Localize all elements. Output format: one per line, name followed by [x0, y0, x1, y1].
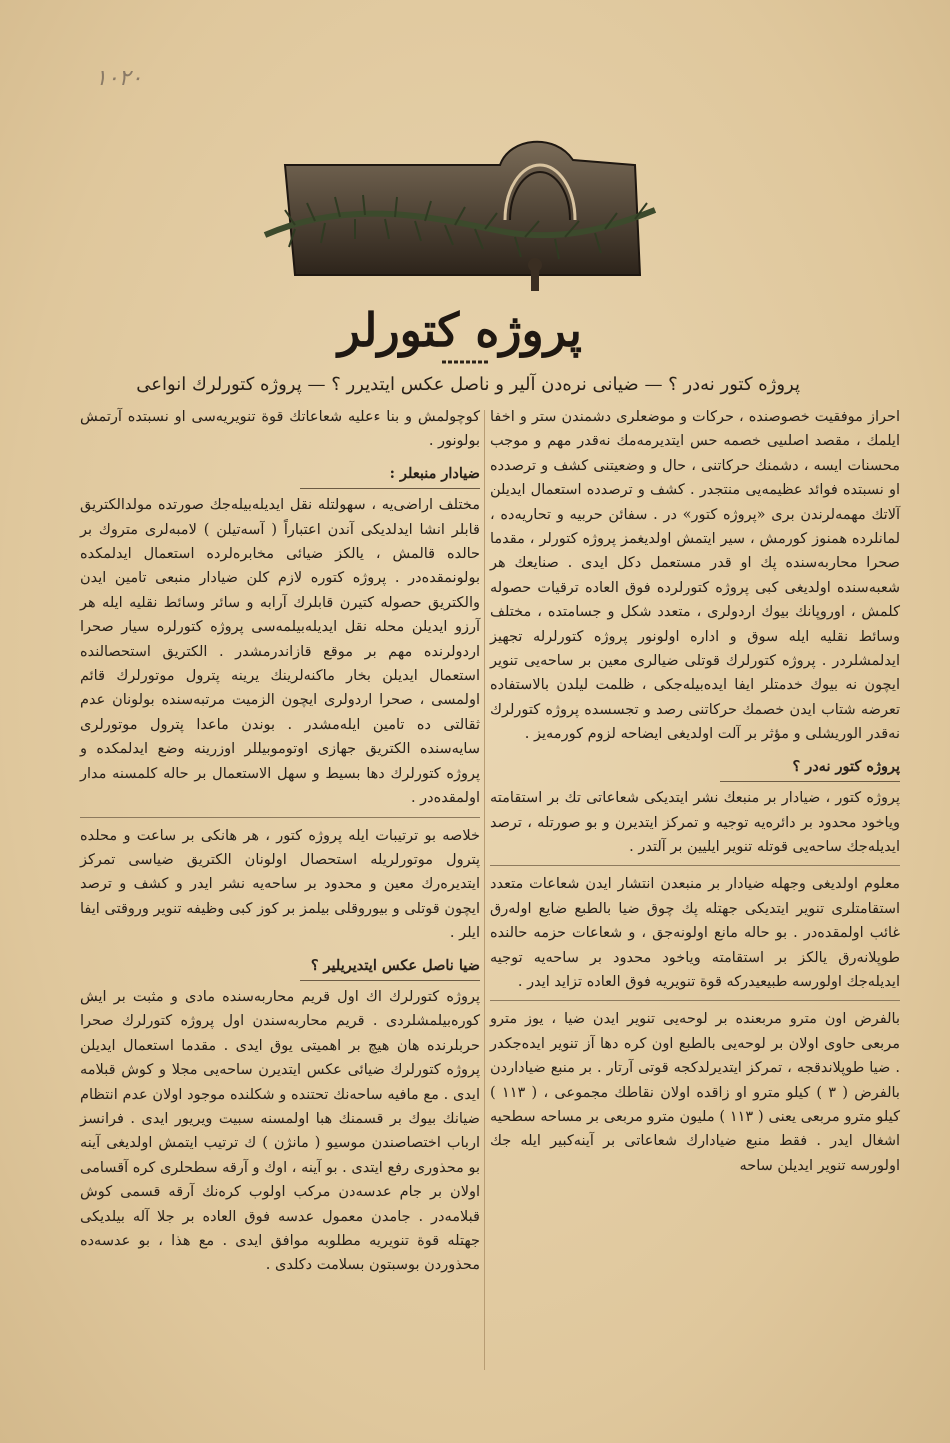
left-column: [80, 405, 480, 1405]
paragraph: بالفرض اون مترو مربعنده بر لوحەيى تنوير ايدن ضيا ، يوز مترو مربعى حاوى اولان بر لوحەيى بالطبع اون كره دها آز تنوير ايدەجكدر . ضيا طوپلاندقجه ، تمركز ايتديرلدكجه قوتى آرتار . بر منبع ضيادارد‌ن بالفرض ( ۳ ) كيلو مترو او زاقده اولان نقاطك مجموعى ، ( ۱۱۳ ) كيلو مترو مربعى يعنى ( ۱۱۳ ) مليون مترو مربعى بر مساحه سطحيه اشغال ايدر . فقط منبع ضيادارك شعاعاتى بر آينه‌كبير ايله جك اولورسه تنوير ايديلن ساحه: [490, 1011, 901, 1174]
paragraph: احراز موفقيت خصوصنده ، حركات و موضعلرى دشمندن ستر و اخفا ايلمك ، مقصد اصلىيى خصمه حس ايتديرمەمك نەقدر مهم و موجب محسنات ايسه ، دشمنك حركاتنى ، حال و وضعيتنى كشف و ترصدده او نسبتده فوائد عظيمەيى منتجدر . كشف و ترصدده استعمال ايديلن آلاتك مهمەلرندن برى «پروژه كتور» در . سفائن حربيه و تحاريەده ، لمانلرده همنوز كورمش ، سير ايتمش اولديغمز پروژه كتورلر ، مقدما صحرا محاربەسنده پك او قدر مستعمل دكل ايدى . صنايعك هر شعبەسنده اولديغى كبى پروژه كتورلرده فوق العاده ترقيات حصوله كلمش ، اوروپانك بيوك اردولرى ، متعدد شكل و جسامتده ، مختلف وسائط نقليه ايله سوق و اداره اولونور پروژه كتورلرله تجهيز ايدلمشلردر . پروژه كتورلرك قوتلى ضيالرى معين بر ساحەيى تنوير ايچون نه بيوك خدمتلر ايفا ايدەبيلەجكى ، ظلمت ليلدن بالاستفاده تعرضه شتاب ايدن خصمك حركاتنى رصد و تجسسده پروژه كتورلرك نەقدر الوريشلى و مؤثر بر آلت اولديغى ايضاحه لزوم كورمەيز .: [490, 409, 900, 743]
pine-branch-wreath-vignette-icon: [255, 125, 665, 300]
article-summary: پروژه كتور نەدر ؟ — ضيانى نرەدن آلير و ناصل عكس ايتديرر ؟ — پروژه كتورلرك انواعى: [136, 374, 800, 395]
paragraph: مختلف اراضى‌يه ، سهولتله نقل ايديلەبيلەجك صورتده مولدالكتريق قابلر انشا ايدلديكى آندن اعتباراً ( آسه‌تيلن ) لامبەلرى متروك بر حالده قالمش ، يالكز ضيائى مخابرەلرده استعمال ايدلمكده بولونمقدەدر . پروژه كتوره لازم كلن ضيادار منبعى تامين ايدن والكتريق حصوله كتيرن قابلرك آرابه و سائر وسائط نقليه ايله هر آرزو ايديلن محله نقل ايديلەبيلمەسى پروژه كتورلرە سيار صحرا اردولرنده مهم بر موقع قازاندرمشدر . الكتريق استحصالنده استعمال ايديلن بخار ماكنەلرينك يرينه پترول موتورلرك قائم اولمسى ، صحرا اردولرى ايچون الزميت مرتبەسنده بولونان عدم ثقالتى ده تامين ايلەمشدر . بوندن ماعدا پترول موتورلرى سايەسنده الكتريق جهازى اوتوموبيللر اوزرينه وضع ايدلمكده و پروژه كتورلرك دها بسيط و سهل الاستعمال بر حاله كلمسنه مدار اولمقدەدر .: [80, 497, 480, 807]
page-number: ۱۰۲۰: [95, 66, 143, 91]
section-heading: پروژه كتور نەدر ؟: [720, 755, 900, 782]
section-divider: [490, 1000, 900, 1001]
paragraph: معلوم اولديغى وجهله ضيادار بر منبعدن انتشار ايدن شعاعات متعدد استقامتلرى تنوير ايتديكى جهتله پك چوق ضيا بالطبع ضايع اولەرق غائب اولمقدەدر . بو حاله مانع اولونەجق ، و شعاعات حزمه حالنده طوپلانەرق يالكز بر استقامته وياخود محدود بر ساحەيه توجيه ايديلەجك اولورسه طبيعيدركه قوة تنويريه فوق العاده تزايد ايدر .: [490, 876, 900, 990]
page-title: پروژه كتورلر: [338, 303, 582, 357]
title-ornament-icon: [440, 356, 490, 368]
section-divider: [490, 865, 900, 866]
paragraph: خلاصه بو ترتيبات ايله پروژه كتور ، هر هانكى بر ساعت و محلده پترول موتورلريله استحصال اولونان الكتريق ضياسى تمركز ايتديرەرك معين و محدود بر ساحەيه نشر ايدر و كشف و ترصد ايچون قوتلى و بيوروقلى بيلمز بر كوز كبى وظيفه تنوير وروقتى ايفا ايلر .: [80, 827, 480, 942]
column-rule: [484, 410, 485, 1370]
paragraph: كوچولمش و بنا ءعليه شعاعاتك قوة تنويريه‌سى او نسبتده آرتمش بولونور .: [80, 409, 480, 450]
section-divider: [80, 817, 480, 818]
section-heading: ضيادار منبعلر :: [300, 462, 480, 489]
paragraph: پروژه كتور ، ضيادار بر منبعك نشر ايتديكى شعاعاتى تك بر استقامته وياخود محدود بر دائرەيه توجيه و تمركز ايتديرن و بو صورتله ، ترصد ايديلەجك ساحەيى قوتله تنوير ايليين بر آلتدر .: [490, 790, 900, 855]
right-column: [490, 405, 900, 1405]
paragraph: پروژه كتورلرك اك اول قريم محاربەسنده مادى و مثبت بر ايش كورەبيلمشلردى . قريم محاربەسندن اول پروژه كتورلرك صحرا حربلرنده هان هيچ بر اهميتى يوق ايدى . مقدما استعمال ايديلن پروژه كتورلرك ضيائى عكس ايتديرن ساحەيى مجلا و كوش قبلامه ايدى . مع مافيه ساحەنك تحتنده و شكلنده موجود اولان عدم انتظام ضيانك بيوك بر قسمنك هبا اولمسنه سبيت ويريور ايدى . فرانسز ارباب اختصاصندن موسيو ( مانژن ) ك ترتيب ايتمش اولديغى آينه بو محذورى رفع ايتدى . بو آينه ، اوك و آرقه سطحلرى كره آقسامى اولان بر جام عدسەدن مركب اولوب كرەنك آرقه قسمى كوش قبلامەدر . جامدن معمول عدسه فوق العاده بر جلا آله بيلديكى جهتله قوة تنويريه مطلوبه موافق ايدى . مع هذا ، بو عدسەده محذوردن بوسبتون بسلامت دكلدى .: [80, 988, 480, 1274]
section-heading: ضيا ناصل عكس ايتديريلير ؟: [300, 954, 480, 981]
